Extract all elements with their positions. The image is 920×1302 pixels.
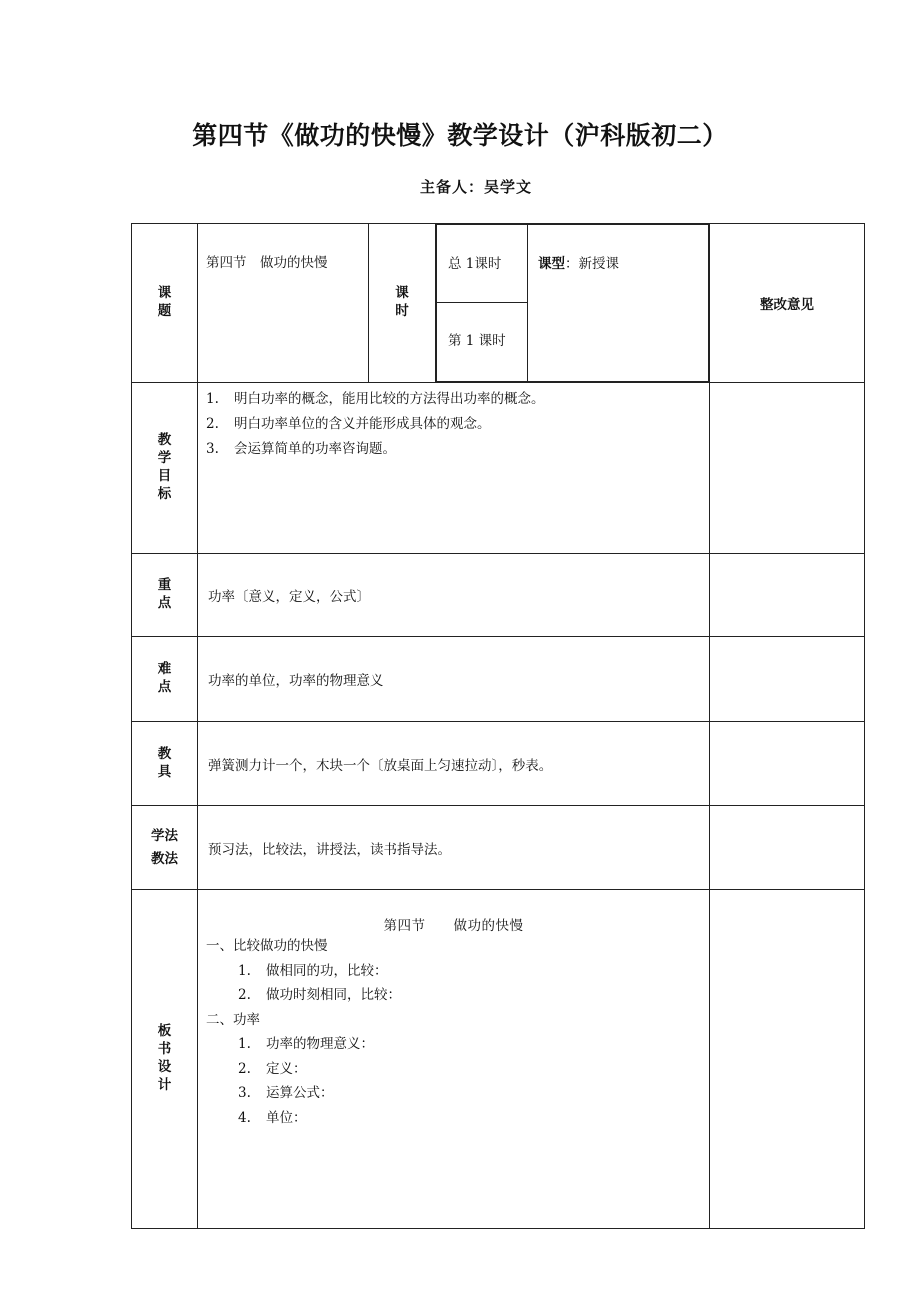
goals-cell [198,383,710,554]
method-label-cell [132,806,198,890]
topic-label: 课题 [157,285,172,319]
goal-item: 2. 明白功率单位的含义并能形成具体的观念。 [206,416,491,432]
board-item: 4. 单位： [238,1109,307,1126]
period-type-cell [436,224,710,383]
author-line: 主备人：吴学文 [420,178,533,196]
board-heading: 第四节 做功的快慢 [383,918,524,934]
difficulty-row [132,637,865,722]
board-content [206,934,709,1130]
tools-row [132,722,865,806]
goals-feedback-cell [710,383,865,554]
difficulty-feedback-cell [710,637,865,722]
tools-value: 弹簧测力计一个，木块一个〔放桌面上匀速拉动〕，秒表。 [208,757,553,774]
key-label-cell [132,554,198,637]
tools-label-cell [132,722,198,806]
current-period: 第 1 课时 [448,333,506,349]
tools-cell [198,722,710,806]
tools-feedback-cell [710,722,865,806]
lesson-plan-table [131,223,865,1229]
key-label: 重点 [157,577,172,611]
method-value: 预习法，比较法，讲授法，读书指导法。 [208,841,451,858]
type-cell [528,225,709,382]
total-periods-cell [437,225,528,303]
topic-value-cell [198,224,369,383]
method-label-line1: 学法 [151,828,178,845]
board-label-cell [132,890,198,1229]
type-label: 课型 [538,256,565,272]
goals-label-cell [132,383,198,554]
total-periods: 总 1课时 [448,256,502,272]
goals-list [206,387,709,462]
board-section-2: 二、功率 [206,1011,260,1028]
board-item: 1. 功率的物理意义： [238,1036,374,1052]
difficulty-label-cell [132,637,198,722]
feedback-label-cell [710,224,865,383]
difficulty-cell [198,637,710,722]
goal-item: 3. 会运算简单的功率咨询题。 [206,441,396,457]
current-period-cell [437,303,528,382]
difficulty-label: 难点 [157,661,172,695]
period-label-cell [369,224,436,383]
tools-label: 教具 [157,745,172,780]
method-row [132,806,865,890]
board-row [132,890,865,1229]
method-label-line2: 教法 [151,850,178,867]
key-value: 功率〔意义，定义，公式〕 [208,589,370,605]
key-row [132,554,865,637]
method-feedback-cell [710,806,865,890]
key-cell [198,554,710,637]
type-value: ：新授课 [565,256,619,272]
topic-value: 第四节 做功的快慢 [206,255,328,271]
board-item: 2. 定义： [238,1060,307,1077]
feedback-label: 整改意见 [760,297,814,313]
goals-label: 教学目标 [157,432,172,502]
board-item: 1. 做相同的功，比较： [238,962,388,979]
period-label: 课时 [395,285,409,319]
document-title: 第四节《做功的快慢》教学设计（沪科版初二） [192,121,728,150]
difficulty-value: 功率的单位，功率的物理意义 [208,673,384,689]
goal-item: 1. 明白功率的概念，能用比较的方法得出功率的概念。 [206,391,545,407]
board-feedback-cell [710,890,865,1229]
topic-row [132,224,865,383]
board-label: 板书设计 [157,1023,172,1093]
board-item: 2. 做功时刻相同，比较： [238,987,401,1003]
topic-label-cell [132,224,198,383]
board-cell [198,890,710,1229]
key-feedback-cell [710,554,865,637]
board-item: 3. 运算公式： [238,1085,334,1101]
period-inner-table [436,224,709,382]
method-cell [198,806,710,890]
board-section-1: 一、比较做功的快慢 [206,938,328,954]
goals-row [132,383,865,554]
